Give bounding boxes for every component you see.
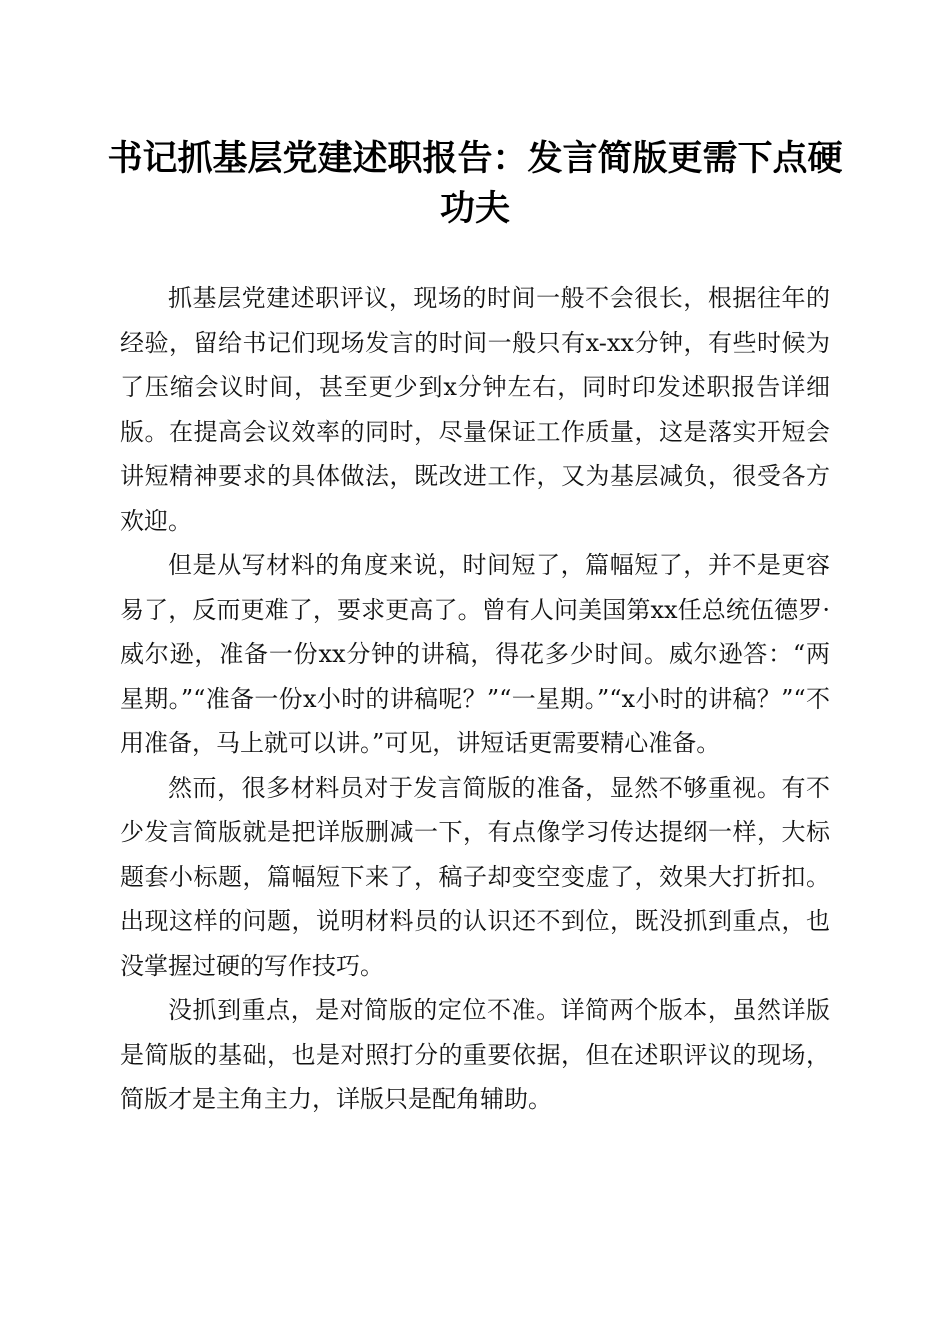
document-title: 书记抓基层党建述职报告：发言简版更需下点硬功夫 [107, 138, 843, 229]
paragraph: 然而，很多材料员对于发言简版的准备，显然不够重视。有不少发言简版就是把详版删减一下，有点像学习传达提纲一样，大标题套小标题，篇幅短下来了，稿子却变空变虚了，效果大打折扣。出现这样的问题，说明材料员的认识还不到位，既没抓到重点，也没掌握过硬的写作技巧。 [120, 773, 830, 980]
paragraph: 抓基层党建述职评议，现场的时间一般不会很长，根据往年的经验，留给书记们现场发言的时间一般只有x-xx分钟，有些时候为了压缩会议时间，甚至更少到x分钟左右，同时印发述职报告详细版。在提高会议效率的同时，尽量保证工作质量，这是落实开短会讲短精神要求的具体做法，既改进工作，又为基层减负，很受各方欢迎。 [120, 284, 830, 535]
paragraph: 没抓到重点，是对简版的定位不准。详简两个版本，虽然详版是简版的基础，也是对照打分的重要依据，但在述职评议的现场，简版才是主角主力，详版只是配角辅助。 [120, 996, 830, 1113]
document-body [120, 276, 830, 1122]
paragraph: 但是从写材料的角度来说，时间短了，篇幅短了，并不是更容易了，反而更难了，要求更高了。曾有人问美国第xx任总统伍德罗·威尔逊，准备一份xx分钟的讲稿，得花多少时间。威尔逊答：“两星期。”“准备一份x小时的讲稿呢？”“一星期。”“x小时的讲稿？”“不用准备，马上就可以讲。”可见，讲短话更需要精心准备。 [120, 551, 830, 757]
